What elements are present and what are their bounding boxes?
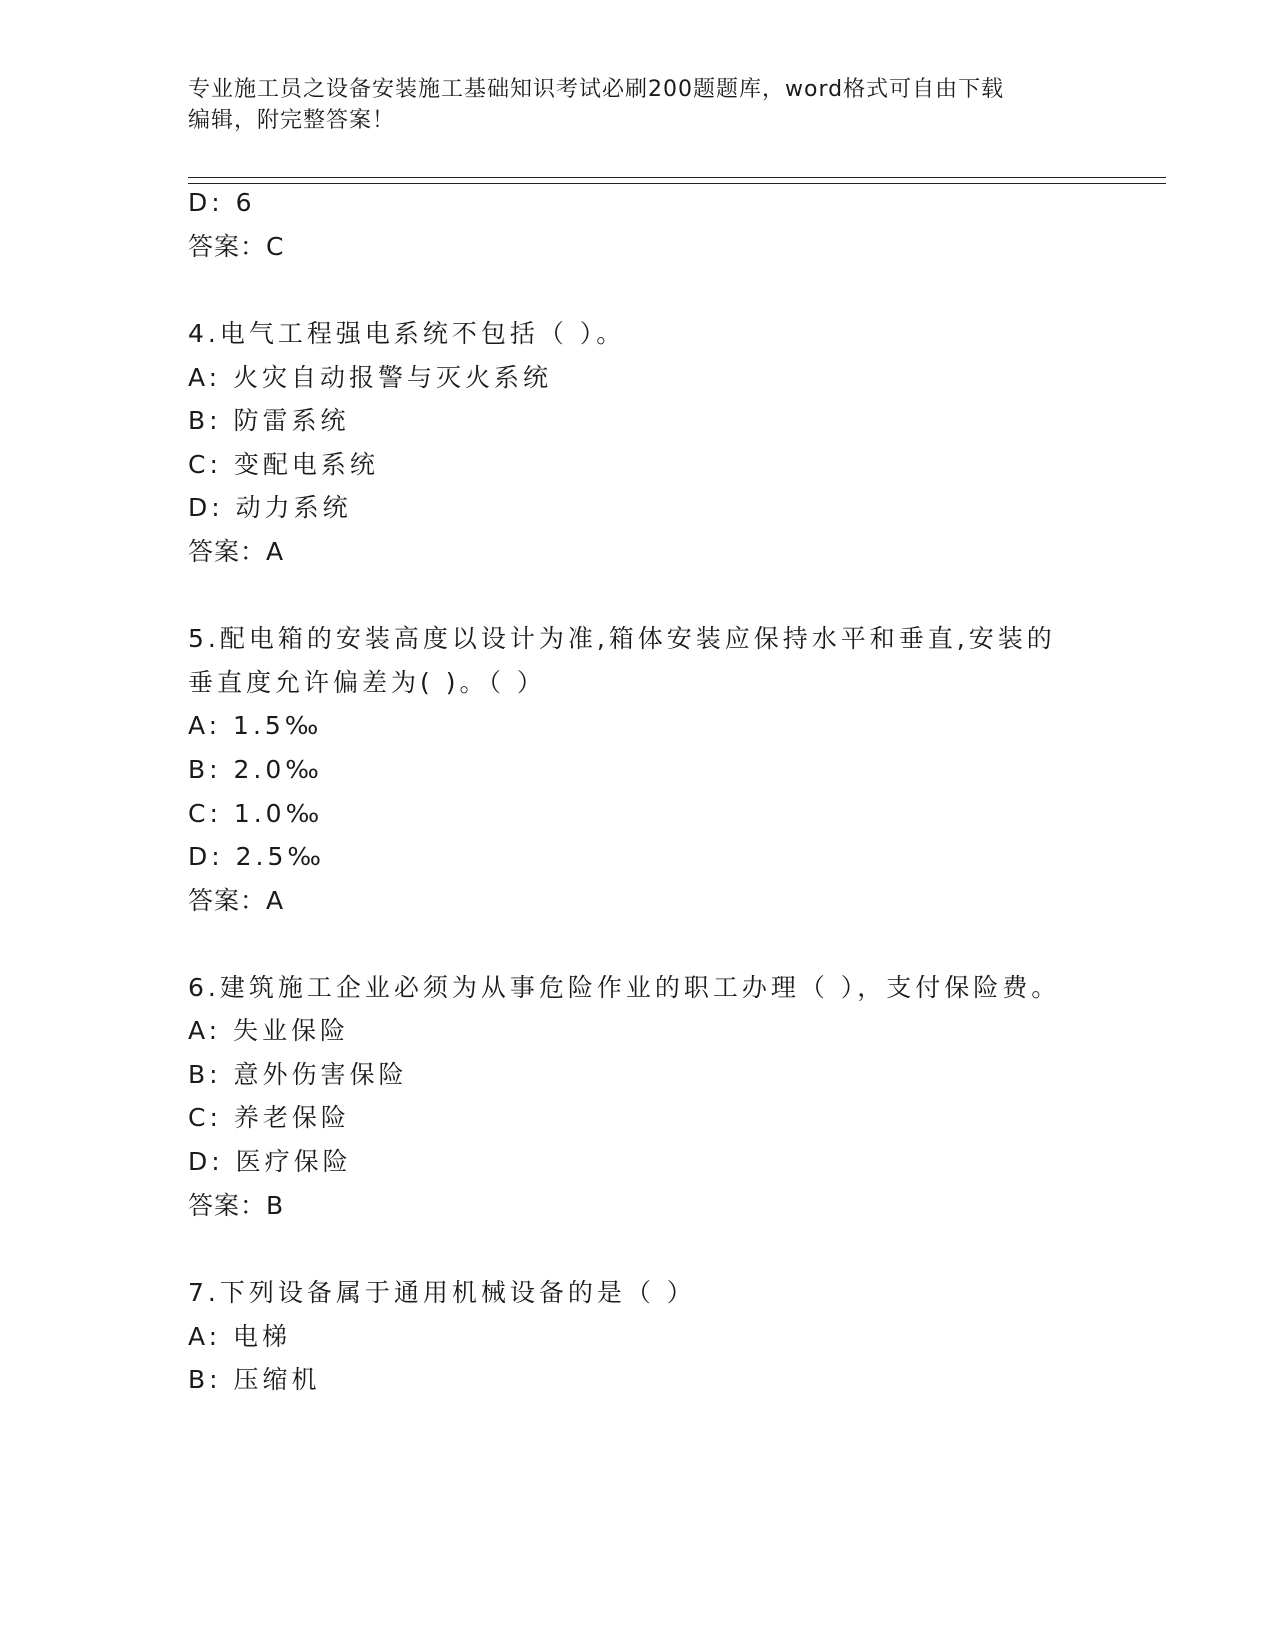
q5-option-c: C: 1.0‰ [188,799,324,828]
q6-option-a: A: 失业保险 [188,1016,350,1045]
document-header [188,74,1068,136]
q3-answer: 答案：C [188,232,285,261]
q6-option-d: D: 医疗保险 [188,1147,352,1176]
q4-option-b: B: 防雷系统 [188,406,350,435]
q5-stem-line1: 5.配电箱的安装高度以设计为准,箱体安装应保持水平和垂直,安装的 [188,624,1056,653]
q5-answer: 答案：A [188,886,285,915]
q7-option-b: B: 压缩机 [188,1365,321,1394]
q6-answer: 答案：B [188,1191,285,1220]
header-title-line1: 专业施工员之设备安装施工基础知识考试必刷200题题库，word格式可自由下载 [188,77,1005,102]
q3-option-d: D: 6 [188,188,256,217]
q6-stem: 6.建筑施工企业必须为从事危险作业的职工办理（ ），支付保险费。 [188,973,1061,1002]
q6-option-c: C: 养老保险 [188,1103,350,1132]
header-divider [188,177,1166,184]
q5-stem-line2: 垂直度允许偏差为( )。（ ） [188,668,546,697]
q5-option-b: B: 2.0‰ [188,755,323,784]
q4-option-a: A: 火灾自动报警与灭火系统 [188,363,553,392]
q7-stem: 7.下列设备属于通用机械设备的是（ ） [188,1278,696,1307]
q4-stem: 4.电气工程强电系统不包括（ ）。 [188,319,626,348]
q4-option-d: D: 动力系统 [188,493,352,522]
q5-option-a: A: 1.5‰ [188,711,323,740]
q5-option-d: D: 2.5‰ [188,842,325,871]
q4-answer: 答案：A [188,537,285,566]
q4-option-c: C: 变配电系统 [188,450,379,479]
q7-option-a: A: 电梯 [188,1322,292,1351]
q6-option-b: B: 意外伤害保险 [188,1060,408,1089]
header-title-line2: 编辑，附完整答案！ [188,108,396,133]
